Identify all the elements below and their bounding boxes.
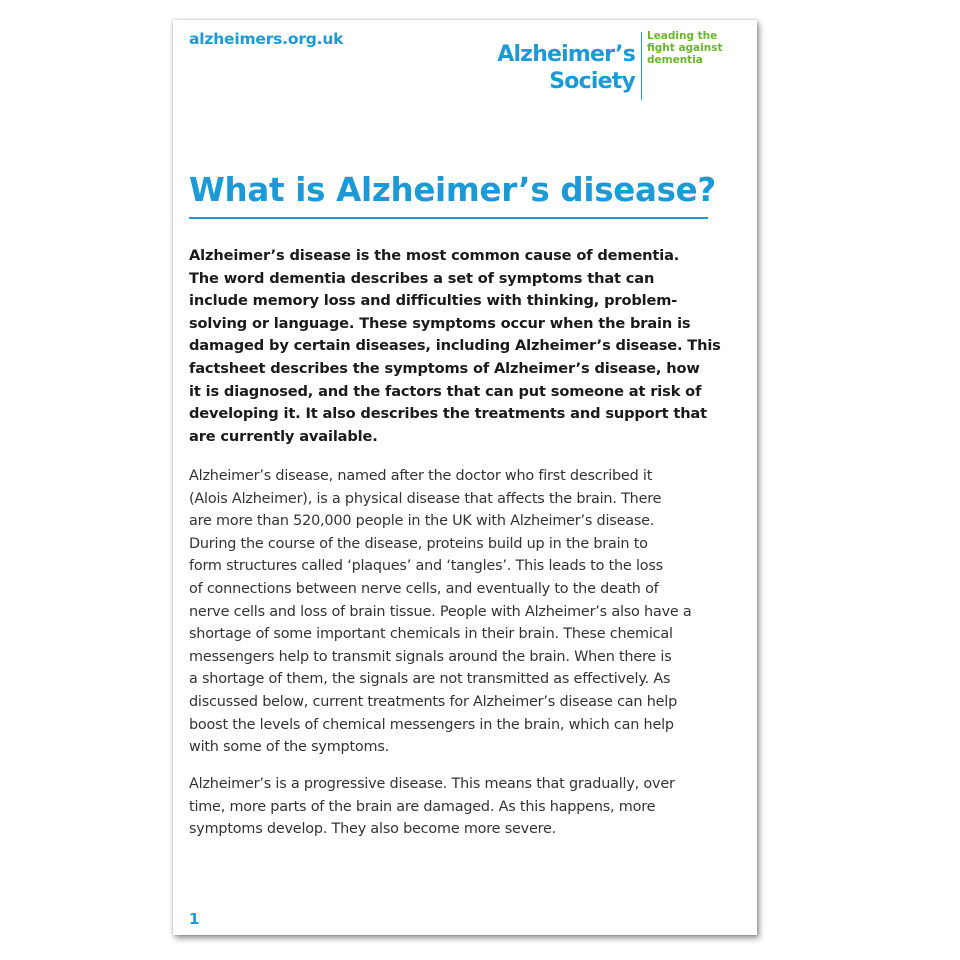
body-line: a shortage of them, the signals are not transmitted as effectively. As (189, 671, 671, 688)
body-line: with some of the symptoms. (189, 739, 389, 756)
body-line: of connections between nerve cells, and eventually to the death of (189, 580, 659, 597)
body-line: are more than 520,000 people in the UK with Alzheimer’s disease. (189, 513, 655, 530)
body-line: messengers help to transmit signals around the brain. When there is (189, 648, 672, 665)
page-number: 1 (189, 910, 200, 928)
body-line: During the course of the disease, proteins build up in the brain to (189, 535, 648, 552)
logo-wordmark (497, 30, 641, 95)
body-line: time, more parts of the brain are damaged. As this happens, more (189, 798, 656, 815)
page-title: What is Alzheimer’s disease? (189, 171, 716, 209)
body-line: boost the levels of chemical messengers in the brain, which can help (189, 716, 674, 733)
intro-line: Alzheimer’s disease is the most common cause of dementia. (189, 247, 680, 264)
website-url[interactable]: alzheimers.org.uk (189, 30, 344, 48)
intro-line: solving or language. These symptoms occur when the brain is (189, 314, 691, 332)
tagline-line2: fight against (647, 42, 723, 54)
intro-line: developing it. It also describes the treatments and support that (189, 405, 707, 423)
title-underline (189, 217, 708, 219)
intro-line: damaged by certain diseases, including Alzheimer’s disease. This (189, 337, 721, 355)
body-line: Alzheimer’s disease, named after the doctor who first described it (189, 468, 653, 484)
body-line: shortage of some important chemicals in their brain. These chemical (189, 626, 673, 643)
alzheimers-society-logo (497, 30, 727, 100)
tagline-line3: dementia (647, 54, 703, 66)
intro-line: include memory loss and difficulties with thinking, problem- (189, 292, 678, 310)
tagline-line1: Leading the (647, 30, 718, 42)
body-line: Alzheimer’s is a progressive disease. This means that gradually, over (189, 776, 675, 792)
body-line: form structures called ‘plaques’ and ‘tangles’. This leads to the loss (189, 558, 663, 575)
body-paragraph-2 (189, 773, 713, 841)
intro-line: it is diagnosed, and the factors that can put someone at risk of (189, 382, 702, 400)
body-line: nerve cells and loss of brain tissue. People with Alzheimer’s also have a (189, 603, 692, 620)
intro-line: factsheet describes the symptoms of Alzheimer’s disease, how (189, 359, 700, 377)
logo-name-line2: Society (549, 69, 635, 94)
body-line: discussed below, current treatments for Alzheimer’s disease can help (189, 693, 678, 710)
intro-line: The word dementia describes a set of symptoms that can (189, 269, 655, 287)
body-paragraph-1 (189, 465, 713, 759)
intro-paragraph (189, 245, 721, 448)
document-page (173, 20, 757, 935)
body-line: symptoms develop. They also become more severe. (189, 821, 557, 838)
intro-line: are currently available. (189, 427, 378, 445)
body-line: (Alois Alzheimer), is a physical disease that affects the brain. There (189, 490, 662, 507)
logo-tagline (642, 30, 727, 66)
logo-name-line1: Alzheimer’s (497, 42, 635, 67)
